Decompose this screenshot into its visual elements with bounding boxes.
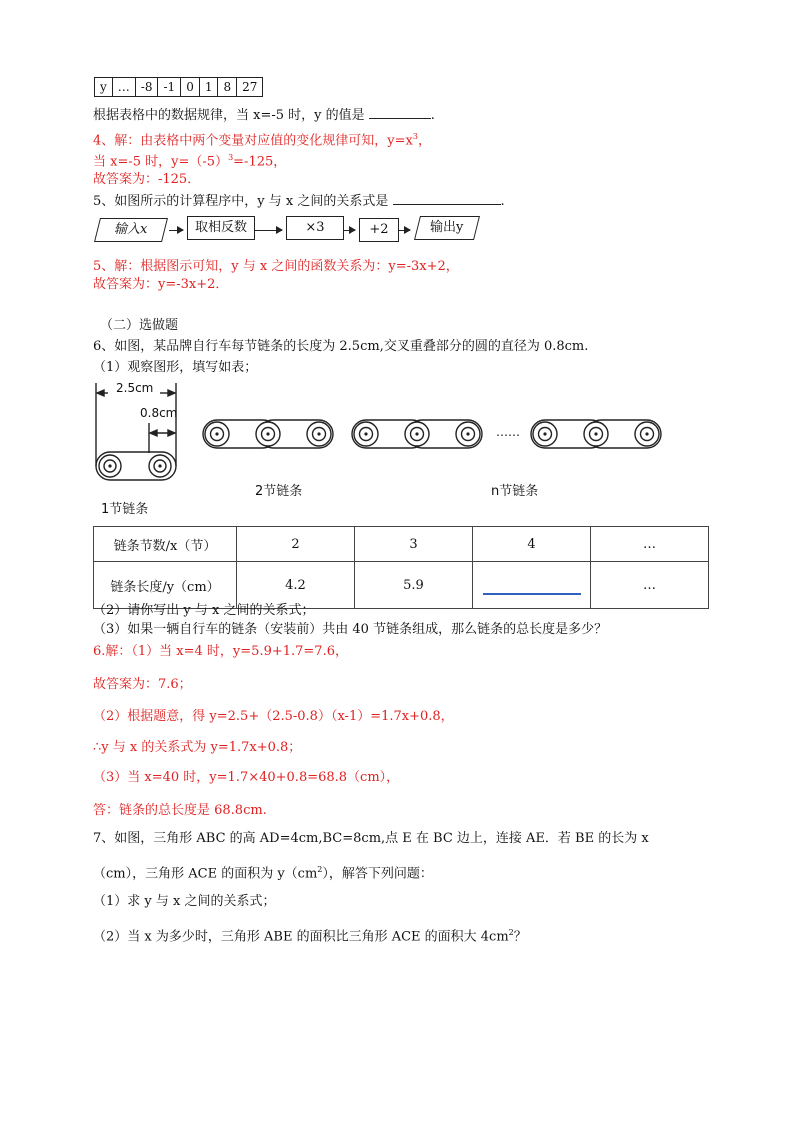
q5-solution-line2: 故答案为：y=-3x+2． [93, 277, 229, 292]
q7-line2: （cm），三角形 ACE 的面积为 $y(cm^2)$，解答下列问题： [93, 865, 433, 882]
figure-label-2: 2节链条 [255, 484, 303, 499]
flow-step-multiply: ×3 [286, 216, 344, 240]
flow-step-add: +2 [359, 218, 399, 242]
table-cell: -8 [135, 78, 158, 97]
table-cell: … [591, 527, 709, 562]
table-cell: … [591, 562, 709, 609]
table-cell: 4.2 [237, 562, 355, 609]
chain-table [93, 526, 709, 609]
q6-solution-line3: （2）根据题意，得 y=2.5+（2.5-0.8）（x-1）=1.7x+0.8， [93, 709, 454, 724]
q7-part1: （1）求 y 与 x 之间的关系式； [93, 894, 276, 909]
q6-solution-line5: （3）当 x=40 时，y=1.7×40+0.8=68.8（cm）， [93, 770, 400, 785]
answer-blank [393, 192, 501, 205]
table-cell: … [112, 78, 135, 97]
q6-solution-line1: 6.解：（1）当 x=4 时，y=5.9+1.7=7.6， [93, 644, 348, 659]
dimension-label-overlap: 0.8cm [140, 406, 178, 420]
chain-2-links [203, 420, 333, 448]
table-cell: 5.9 [355, 562, 473, 609]
chain-roller [99, 455, 121, 477]
q4-solution-line1: 4、解：由表格中两个变量对应值的变化规律可知，$y=x^3$， [93, 132, 431, 149]
chain-roller [149, 455, 171, 477]
table-cell: 8 [218, 78, 237, 97]
table-row [95, 78, 263, 97]
flow-input-box: 输入x [94, 218, 168, 242]
answer-underline [483, 593, 581, 595]
figure-label-1: 1节链条 [101, 502, 149, 517]
arrow-icon [398, 230, 410, 231]
table-cell: 2 [237, 527, 355, 562]
table-cell: -1 [158, 78, 181, 97]
arrow-icon [254, 230, 282, 231]
table-cell-answer[interactable] [473, 562, 591, 609]
answer-blank [369, 106, 431, 119]
figure-dots: …… [496, 425, 520, 439]
q6-solution-line6: 答：链条的总长度是 68.8cm. [93, 803, 267, 818]
table-cell: y [95, 78, 113, 97]
flow-output-box: 输出y [414, 216, 480, 240]
table-cell: 1 [199, 78, 218, 97]
table-cell: 27 [237, 78, 263, 97]
q6-question: 6、如图，某品牌自行车每节链条的长度为 2.5cm,交叉重叠部分的圆的直径为 0.8cm. [93, 339, 589, 354]
q6-solution-line4: ∴y 与 x 的关系式为 y=1.7x+0.8； [93, 740, 302, 755]
sequence-table [94, 77, 263, 97]
q6-part1: （1）观察图形，填写如表； [93, 360, 258, 375]
section-heading: （二）选做题 [100, 318, 179, 333]
flow-step-negate: 取相反数 [187, 216, 255, 240]
row-header: 链条长度/y（cm） [94, 562, 237, 609]
table-cell: 0 [181, 78, 200, 97]
arrow-icon [169, 230, 183, 231]
q6-part2: （2）请你写出 y 与 x 之间的关系式； [93, 603, 315, 618]
row-header: 链条节数/x（节） [94, 527, 237, 562]
arrow-icon [343, 230, 355, 231]
q7-part2: （2）当 x 为多少时，三角形 ABE 的面积比三角形 ACE 的面积大 $4cm^2$？ [93, 928, 527, 945]
q6-part3: （3）如果一辆自行车的链条（安装前）共由 40 节链条组成，那么链条的总长度是多少？ [93, 622, 608, 637]
q6-solution-line2: 故答案为：7.6； [93, 677, 192, 692]
q5-solution-line1: 5、解：根据图示可知，y 与 x 之间的函数关系为：y=-3x+2， [93, 259, 459, 274]
table-cell: 4 [473, 527, 591, 562]
q4-question: 根据表格中的数据规律，当 x=-5 时，y 的值是 . [93, 108, 435, 123]
q7-line1: 7、如图，三角形 ABC 的高 AD=4cm,BC=8cm,点 E 在 BC 边上，连接 AE．若 BE 的长为 x [93, 831, 649, 846]
q4-solution-line2: 当 x=-5 时，$y=(-5)^3=-125$， [93, 153, 287, 170]
chain-link [96, 452, 176, 480]
table-row [94, 527, 709, 562]
figure-label-n: n节链条 [491, 484, 539, 499]
dimension-label-length: 2.5cm [116, 381, 154, 395]
q5-question: 5、如图所示的计算程序中，y 与 x 之间的关系式是 . [93, 194, 505, 209]
q4-solution-line3: 故答案为：-125． [93, 172, 201, 187]
table-cell: 3 [355, 527, 473, 562]
